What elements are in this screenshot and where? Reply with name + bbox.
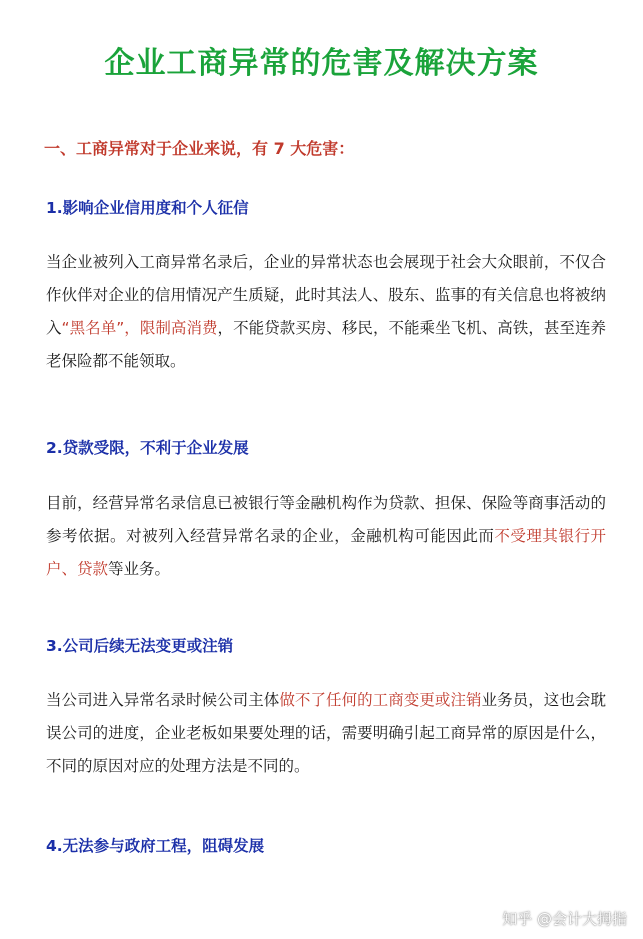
item-1-heading: 1.影响企业信用度和个人征信 xyxy=(46,199,249,217)
item-1-paragraph xyxy=(46,246,606,378)
section-heading: 一、工商异常对于企业来说，有 7 大危害： xyxy=(44,139,355,158)
item-2-text: 目前，经营异常名录信息已被银行等金融机构作为贷款、担保、保险等商事活动的参考依据。对被列入经营异常名录的企业，金融机构可能因此而 xyxy=(46,494,606,545)
item-1-highlight: “黑名单”，限制高消费 xyxy=(61,319,218,337)
item-2-text-end: 等业务。 xyxy=(108,560,171,578)
watermark: 知乎 @会计大拇指 xyxy=(502,910,627,928)
item-1-text: 当企业被列入工商异常名录后，企业的异常状态也会展现于社会大众眼前，不仅合作伙伴对企业的信用情况产生质疑，此时其法人、股东、监事的有关信息也将被纳入 xyxy=(46,253,606,337)
page-title: 企业工商异常的危害及解决方案 xyxy=(104,46,539,81)
item-1-text-end: ，不能贷款买房、移民，不能乘坐飞机、高铁，甚至连养老保险都不能领取。 xyxy=(46,319,606,370)
item-4-heading: 4.无法参与政府工程，阻碍发展 xyxy=(46,837,265,855)
item-3-heading: 3.公司后续无法变更或注销 xyxy=(46,637,234,655)
item-2-heading: 2.贷款受限，不利于企业发展 xyxy=(46,439,249,457)
item-2-paragraph xyxy=(46,487,606,586)
item-3-paragraph xyxy=(46,684,606,783)
item-3-highlight: 做不了任何的工商变更或注销 xyxy=(279,691,482,709)
item-3-text-end: 业务员，这也会耽误公司的进度，企业老板如果要处理的话，需要明确引起工商异常的原因是什么，不同的原因对应的处理方法是不同的。 xyxy=(46,691,606,775)
item-3-text: 当公司进入异常名录时候公司主体 xyxy=(46,691,280,709)
item-2-highlight: 不受理其银行开户、贷款 xyxy=(46,527,606,578)
